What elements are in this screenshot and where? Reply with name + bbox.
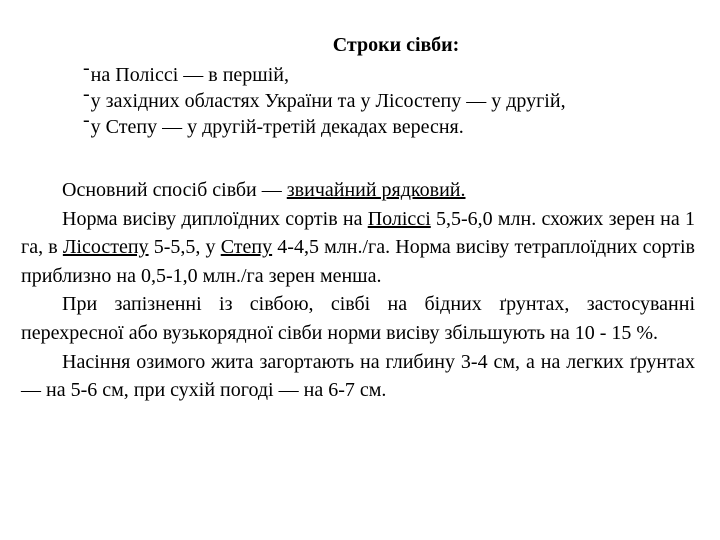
body-text xyxy=(21,176,695,405)
underlined-text: Степу xyxy=(220,236,273,259)
text-run: При запізненні із сівбою, сівбі на бідних ґрунтах, застосуванні перехресної або вузькорядної сівби норми висіву збільшують на 10 - 15 %. xyxy=(21,293,695,344)
text-run: Насіння озимого жита загортають на глибину 3-4 см, а на легких ґрунтах — на 5-6 см, при сухій погоді — на 6-7 см. xyxy=(21,350,695,402)
bullet-dash-icon: - xyxy=(83,109,90,131)
underlined-text: Лісостепу xyxy=(62,236,149,259)
paragraph-sowing-method xyxy=(21,176,695,205)
paragraph-seeding-depth xyxy=(21,348,695,405)
paragraph-seeding-rate xyxy=(21,205,695,291)
underlined-text: Поліссі xyxy=(367,207,431,230)
list-item xyxy=(83,83,566,114)
paragraph-rate-increase xyxy=(21,290,695,347)
list-item-text: на Поліссі — в першій, xyxy=(90,64,289,86)
slide-title: Строки сівби: xyxy=(332,34,460,56)
text-run: Основний спосіб сівби — xyxy=(62,179,287,201)
text-run: Норма висіву диплоїдних сортів на xyxy=(62,207,368,230)
bullet-dash-icon: - xyxy=(83,83,90,105)
text-run: 4-4,5 млн./га. Норма висіву тетраплоїдних сортів приблизно на 0,5-1,0 млн./га зерен менша. xyxy=(21,236,696,287)
sowing-terms-list xyxy=(83,57,566,140)
list-item xyxy=(83,57,566,88)
text-run: 5-5,5, у xyxy=(148,236,221,259)
list-item xyxy=(83,109,566,140)
underlined-text: звичайний рядковий. xyxy=(286,179,466,201)
list-item-text: у західних областях України та у Лісостепу — у другій, xyxy=(90,90,566,112)
text-run: 5,5-6,0 млн. схожих зерен на 1 га, в xyxy=(21,207,696,259)
bullet-dash-icon: - xyxy=(83,57,90,79)
list-item-text: у Степу — у другій-третій декадах вересня. xyxy=(90,116,464,138)
